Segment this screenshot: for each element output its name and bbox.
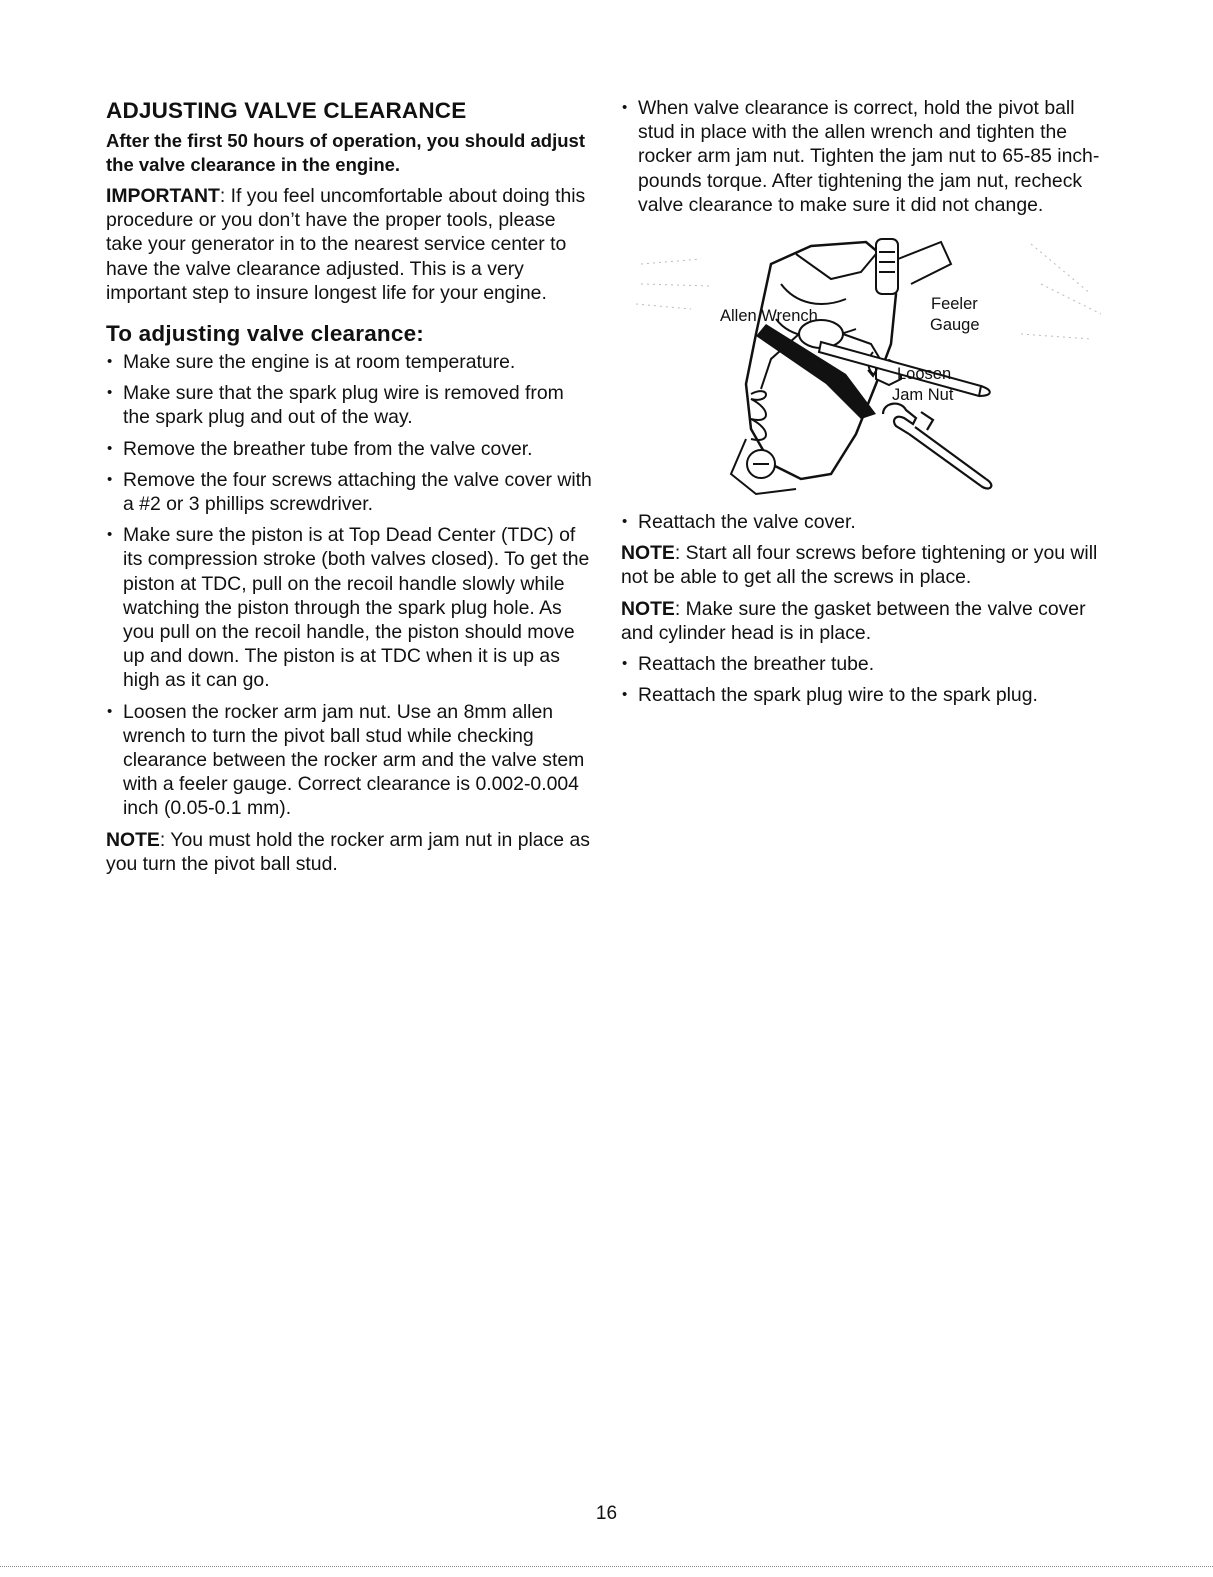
important-text: : If you feel uncomfortable about doing this procedure or you don’t have the proper tools, please take your generator in to the nearest service center to have the valve clearance adjusted. This is a very important step to insure longest life for your engine. bbox=[106, 185, 586, 304]
feeler-gauge-label-line1: Feeler bbox=[931, 295, 978, 314]
note-label: NOTE bbox=[621, 542, 675, 565]
note-text: : You must hold the rocker arm jam nut in place as you turn the pivot ball stud. bbox=[106, 828, 590, 875]
note-paragraph bbox=[621, 597, 1107, 645]
list-item: • Reattach the spark plug wire to the spark plug. bbox=[621, 683, 1107, 707]
list-item: • Remove the breather tube from the valve cover. bbox=[106, 437, 592, 461]
section-title: ADJUSTING VALVE CLEARANCE bbox=[106, 98, 467, 123]
list-item: • Make sure the piston is at Top Dead Center (TDC) of its compression stroke (both valves closed). To get the piston at TDC, pull on the recoil handle slowly while watching the piston through the spark plug hole. As you pull on the recoil handle, the piston should move up and down. The piston is at TDC when it is up as high as it can go. bbox=[106, 523, 592, 692]
valve-adjustment-figure bbox=[621, 224, 1107, 502]
important-paragraph bbox=[106, 184, 592, 305]
list-item: • Make sure the engine is at room temperature. bbox=[106, 350, 592, 374]
bottom-divider bbox=[0, 1566, 1213, 1567]
reassembly-step bbox=[621, 510, 1107, 534]
procedure-steps-continued bbox=[621, 96, 1107, 217]
allen-wrench-label: Allen Wrench bbox=[720, 307, 818, 326]
note-paragraph bbox=[106, 828, 592, 876]
page-number: 16 bbox=[595, 1503, 618, 1524]
list-item: • Reattach the valve cover. bbox=[621, 510, 1107, 534]
loosen-jam-nut-label-line1: Loosen bbox=[897, 365, 952, 384]
list-item: • Loosen the rocker arm jam nut. Use an 8mm allen wrench to turn the pivot ball stud while checking clearance between the rocker arm and the valve stem with a feeler gauge. Correct clearance is 0.002-0.004 inch (0.05-0.1 mm). bbox=[106, 700, 592, 821]
note-text: : Start all four screws before tightening or you will not be able to get all the screws in place. bbox=[621, 542, 1098, 589]
list-item: • Reattach the breather tube. bbox=[621, 652, 1107, 676]
note-text: : Make sure the gasket between the valve cover and cylinder head is in place. bbox=[621, 597, 1086, 644]
right-column bbox=[621, 96, 1107, 714]
list-item: • When valve clearance is correct, hold the pivot ball stud in place with the allen wrench and tighten the rocker arm jam nut. Tighten the jam nut to 65-85 inch-pounds torque. After tightening the jam nut, recheck valve clearance to make sure it did not change. bbox=[621, 96, 1107, 217]
reassembly-steps bbox=[621, 652, 1107, 707]
loosen-jam-nut-label-line2: Jam Nut bbox=[892, 386, 954, 405]
list-item: • Make sure that the spark plug wire is removed from the spark plug and out of the way. bbox=[106, 381, 592, 429]
note-label: NOTE bbox=[621, 597, 675, 620]
list-item: • Remove the four screws attaching the valve cover with a #2 or 3 phillips screwdriver. bbox=[106, 468, 592, 516]
engine-illustration bbox=[621, 224, 1107, 502]
left-column bbox=[106, 96, 592, 883]
note-label: NOTE bbox=[106, 828, 160, 851]
important-label: IMPORTANT bbox=[106, 185, 220, 207]
procedure-subtitle: To adjusting valve clearance: bbox=[106, 321, 424, 347]
note-paragraph bbox=[621, 541, 1107, 589]
feeler-gauge-label-line2: Gauge bbox=[930, 316, 980, 335]
lead-paragraph: After the first 50 hours of operation, you should adjust the valve clearance in the engine. bbox=[106, 130, 585, 175]
procedure-steps bbox=[106, 350, 592, 821]
